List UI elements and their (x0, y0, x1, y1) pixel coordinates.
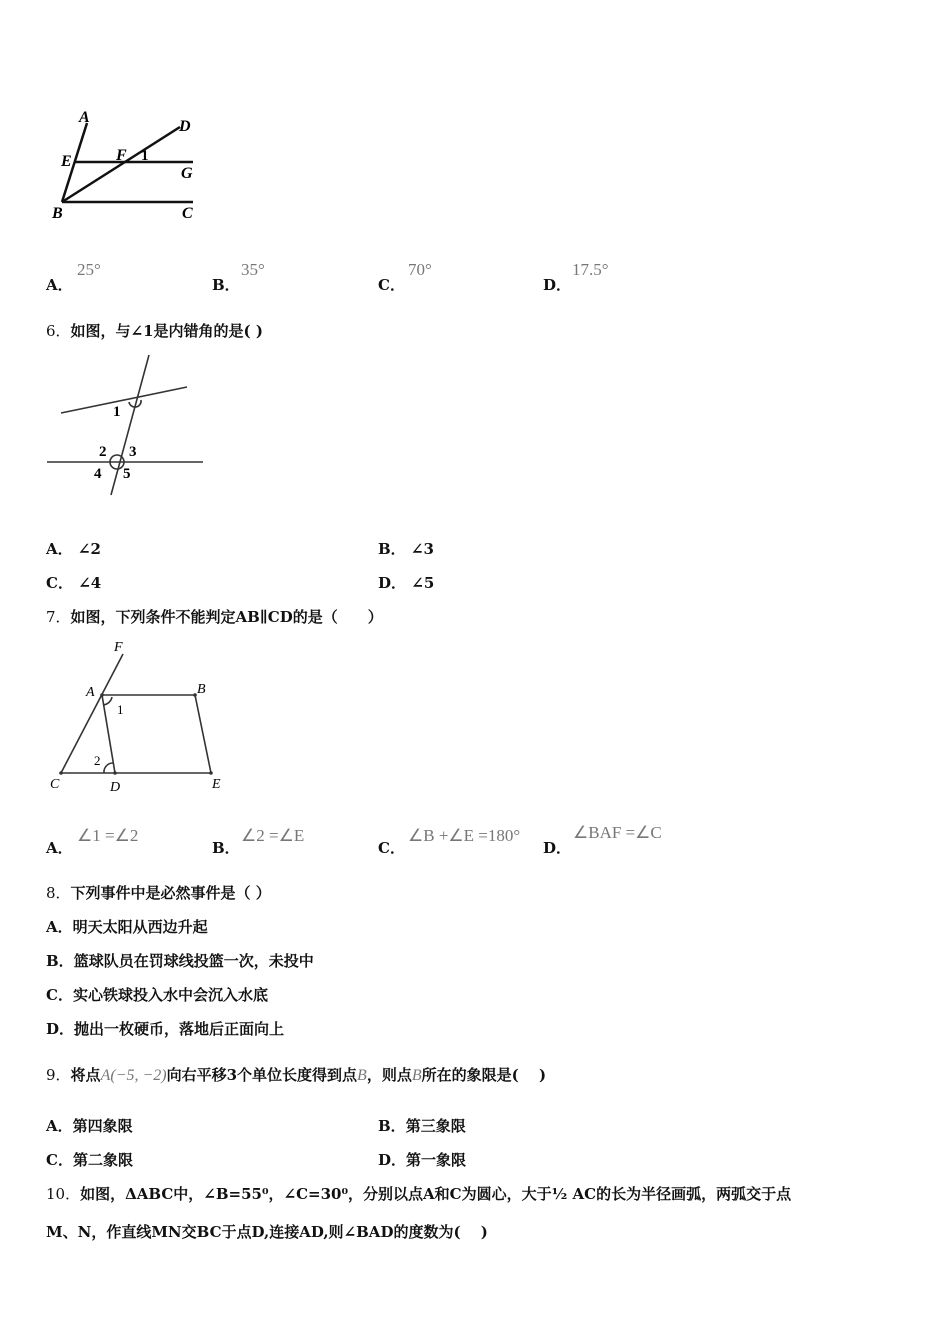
figure-q6 (45, 350, 210, 500)
q6-option-b[interactable] (378, 538, 434, 559)
label-D: D (179, 118, 191, 135)
option-letter: B． (46, 952, 74, 970)
option-letter: B． (378, 1117, 406, 1135)
option-text: 第四象限 (72, 1117, 133, 1135)
label-F: F (114, 640, 123, 655)
label-E: E (61, 153, 72, 170)
option-text: ∠2 (77, 540, 101, 558)
option-text: ∠5 (411, 574, 435, 592)
option-letter: A． (46, 839, 73, 857)
option-letter: D． (543, 276, 572, 294)
option-letter: C． (378, 276, 405, 294)
label-G: G (181, 165, 193, 182)
label-A: A (86, 685, 95, 700)
q8-option-d[interactable] (46, 1018, 284, 1039)
option-letter: D． (378, 1151, 407, 1169)
label-A: A (79, 109, 90, 126)
q8-option-c[interactable] (46, 984, 268, 1005)
question-text: 如图，ΔABC中，∠B=55⁰，∠C=30⁰，分别以点A和C为圆心，大于½ AC的长为半径画弧，两弧交于点 (80, 1185, 792, 1203)
q8-option-b[interactable] (46, 950, 314, 971)
q7-option-d[interactable] (543, 837, 571, 858)
option-letter: B． (378, 540, 406, 558)
option-letter: B． (212, 839, 240, 857)
q8-option-a[interactable] (46, 916, 208, 937)
label-B: B (52, 205, 63, 222)
q5-option-b[interactable] (212, 274, 240, 295)
question-text: 如图，与∠1是内错角的是( ) (70, 322, 263, 340)
label-E: E (212, 777, 221, 792)
label-F: F (116, 147, 127, 164)
q5-option-a-value: 25° (77, 260, 101, 279)
q7-option-c[interactable] (378, 837, 405, 858)
question-text: 将点 (70, 1066, 101, 1084)
q7-option-b-value: ∠2 =∠E (241, 826, 305, 845)
option-letter: D． (46, 1020, 75, 1038)
option-text: 第三象限 (405, 1117, 466, 1135)
question-number: 6． (46, 322, 71, 340)
option-letter: C． (378, 839, 405, 857)
question-10 (46, 1183, 791, 1204)
question-number: 10． (46, 1185, 81, 1203)
q5-option-d-value: 17.5° (572, 260, 609, 279)
question-text: 如图，下列条件不能判定AB∥CD的是（ ） (70, 608, 383, 626)
question-text: 所在的象限是( ) (421, 1066, 547, 1084)
question-6 (46, 320, 263, 341)
option-text: 抛出一枚硬币，落地后正面向上 (74, 1020, 285, 1038)
option-letter: A． (46, 1117, 73, 1135)
option-letter: A． (46, 540, 73, 558)
q7-option-a-value: ∠1 =∠2 (77, 826, 139, 845)
option-letter: B． (212, 276, 240, 294)
question-text: 下列事件中是必然事件是（ ） (70, 884, 271, 902)
q7-option-d-value: ∠BAF =∠C (573, 823, 662, 842)
q9-option-c[interactable] (46, 1149, 133, 1170)
question-8 (46, 882, 271, 903)
option-letter: C． (46, 1151, 73, 1169)
q5-option-a[interactable] (46, 274, 73, 295)
question-9 (46, 1064, 546, 1085)
label-C: C (182, 205, 193, 222)
label-4: 4 (94, 466, 102, 482)
question-number: 9． (46, 1066, 71, 1084)
label-3: 3 (129, 444, 137, 460)
label-2: 2 (99, 444, 107, 460)
q6-option-a[interactable] (46, 538, 101, 559)
option-text: 第二象限 (72, 1151, 133, 1169)
question-text: 向右平移3个单位长度得到点 (166, 1066, 358, 1084)
q5-option-d[interactable] (543, 274, 571, 295)
option-letter: A． (46, 276, 73, 294)
option-text: 第一象限 (406, 1151, 467, 1169)
option-letter: C． (46, 986, 73, 1004)
figure-q7 (45, 635, 235, 800)
label-D: D (110, 780, 121, 795)
option-text: 篮球队员在罚球线投篮一次，未投中 (73, 952, 314, 970)
label-5: 5 (123, 466, 131, 482)
label-1: 1 (117, 702, 124, 717)
q9-option-d[interactable] (378, 1149, 466, 1170)
option-text: ∠3 (410, 540, 434, 558)
q7-option-c-value: ∠B +∠E =180° (408, 826, 521, 845)
q9-option-b[interactable] (378, 1115, 466, 1136)
option-letter: D． (543, 839, 572, 857)
label-1: 1 (141, 148, 149, 164)
q6-option-d[interactable] (378, 572, 434, 593)
option-letter: D． (378, 574, 407, 592)
q9-option-a[interactable] (46, 1115, 133, 1136)
q5-option-c-value: 70° (408, 260, 432, 279)
question-7 (46, 606, 383, 627)
question-number: 8． (46, 884, 71, 902)
point-b-formula: B (411, 1067, 422, 1084)
option-letter: C． (46, 574, 73, 592)
option-text: 实心铁球投入水中会沉入水底 (72, 986, 268, 1004)
label-B: B (197, 682, 206, 697)
label-2: 2 (94, 753, 101, 768)
q5-option-b-value: 35° (241, 260, 265, 279)
q7-option-a[interactable] (46, 837, 73, 858)
figure-q5 (45, 105, 215, 230)
point-b-formula: B (357, 1067, 367, 1084)
option-text: ∠4 (78, 574, 102, 592)
question-10-continued: M、N，作直线MN交BC于点D,连接AD,则∠BAD的度数为( ) (46, 1223, 488, 1241)
q7-option-b[interactable] (212, 837, 240, 858)
option-letter: A． (46, 918, 73, 936)
label-1: 1 (113, 404, 121, 420)
label-C: C (50, 777, 60, 792)
question-text: ，则点 (366, 1066, 412, 1084)
q6-option-c[interactable] (46, 572, 101, 593)
option-text: 明天太阳从西边升起 (72, 918, 208, 936)
q5-option-c[interactable] (378, 274, 405, 295)
question-number: 7． (46, 608, 71, 626)
point-a-formula: A(−5, −2) (100, 1067, 167, 1084)
